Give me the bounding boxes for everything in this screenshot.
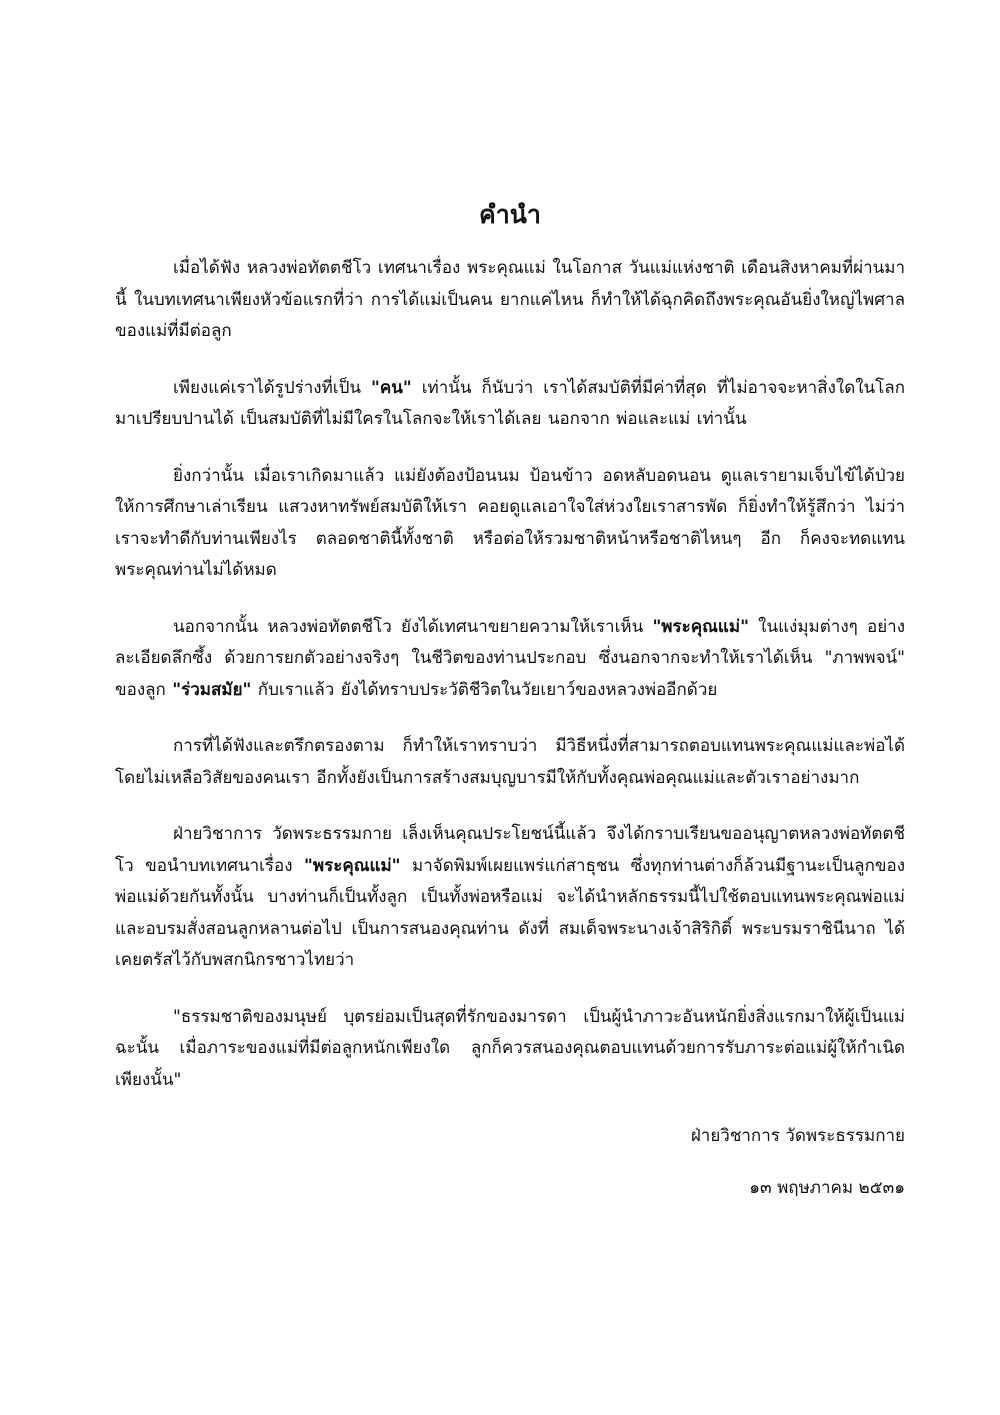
- paragraph-4: [115, 612, 905, 707]
- emphasis-khon: "คน": [371, 377, 412, 398]
- paragraph-2-text-c: เท่านั้น ก็นับว่า เราได้สมบัติที่มีค่าที่สุด ที่ไม่อาจจะหาสิ่งใดในโลกมาเปรียบปานได้ เป็นสมบัติที่ไม่มีใครในโลกจะให้เราได้เลย นอกจาก พ่อและแม่ เท่านั้น: [115, 377, 905, 429]
- paragraph-4-text-e: กับเราแล้ว ยังได้ทราบประวัติชีวิตในวัยเยาว์ของหลวงพ่ออีกด้วย: [251, 679, 718, 700]
- paragraph-5: [115, 731, 905, 794]
- emphasis-phrakhunmae: "พระคุณแม่": [652, 616, 749, 637]
- document-page: [115, 195, 905, 1204]
- paragraph-6-text-a: ฝ่ายวิชาการ วัดพระธรรมกาย เล็งเห็นคุณประโยชน์นี้แล้ว จึงได้กราบเรียนขออนุญาตหลวงพ่อทัตตชีโว ขอนำบทเทศนาเรื่อง: [115, 824, 905, 876]
- paragraph-4-text-c: ในแง่มุมต่างๆ อย่างละเอียดลึกซึ้ง ด้วยการยกตัวอย่างจริงๆ ในชีวิตของท่านประกอบ ซึ่งนอกจากจะทำให้เราได้เห็น "ภาพพจน์" ของลูก: [115, 616, 906, 700]
- paragraph-3: [115, 461, 905, 587]
- paragraph-2: [115, 373, 905, 436]
- paragraph-5-text: การที่ได้ฟังและตรึกตรองตาม ก็ทำให้เราทราบว่า มีวิธีหนึ่งที่สามารถตอบแทนพระคุณแม่และพ่อได้ โดยไม่เหลือวิสัยของคนเรา อีกทั้งยังเป็นการสร้างสมบุญบารมีให้กับทั้งคุณพ่อคุณแม่และตัวเราอย่างมาก: [115, 736, 905, 788]
- date: ๑๓ พฤษภาคม ๒๕๓๑: [749, 1177, 905, 1198]
- emphasis-ruamsamai: "ร่วมสมัย": [172, 679, 252, 700]
- emphasis-phrakhunmae-2: "พระคุณแม่": [304, 855, 401, 876]
- quote-text: "ธรรมชาติของมนุษย์ บุตรย่อมเป็นสุดที่รักของมารดา เป็นผู้นำภาวะอันหนักยิ่งสิ่งแรกมาให้ผู้เป็นแม่ ฉะนั้น เมื่อภาระของแม่ที่มีต่อลูกหนักเพียงใด ลูกก็ควรสนองคุณตอบแทนด้วยการรับภาระต่อแม่ผู้ให้กำเนิดเพียงนั้น": [115, 1006, 905, 1090]
- paragraph-4-text-a: นอกจากนั้น หลวงพ่อทัตตชีโว ยังได้เทศนาขยายความให้เราเห็น: [173, 616, 653, 637]
- paragraph-1: [115, 253, 905, 348]
- paragraph-3-text: ยิ่งกว่านั้น เมื่อเราเกิดมาแล้ว แม่ยังต้องป้อนนม ป้อนข้าว อดหลับอดนอน ดูแลเรายามเจ็บไข้ได้ป่วย ให้การศึกษาเล่าเรียน แสวงหาทรัพย์สมบัติให้เรา คอยดูแลเอาใจใส่ห่วงใยเราสารพัด ก็ยิ่งทำให้รู้สึกว่า ไม่ว่าเราจะทำดีกับท่านเพียงไร ตลอดชาตินี้ทั้งชาติ หรือต่อให้รวมชาติหน้าหรือชาติไหนๆ อีก ก็คงจะทดแทนพระคุณท่านไม่ได้หมด: [115, 465, 905, 580]
- paragraph-1-text: เมื่อได้ฟัง หลวงพ่อทัตตชีโว เทศนาเรื่อง พระคุณแม่ ในโอกาส วันแม่แห่งชาติ เดือนสิงหาคมที่ผ่านมานี้ ในบทเทศนาเพียงหัวข้อแรกที่ว่า การได้แม่เป็นคน ยากแค่ไหน ก็ทำให้ได้ฉุกคิดถึงพระคุณอันยิ่งใหญ่ไพศาลของแม่ที่มีต่อลูก: [115, 258, 905, 341]
- paragraph-2-text-a: เพียงแค่เราได้รูปร่างที่เป็น: [173, 377, 371, 398]
- quote-paragraph: [115, 1002, 905, 1097]
- signature: ฝ่ายวิชาการ วัดพระธรรมกาย: [690, 1126, 905, 1146]
- paragraph-6-text-c: มาจัดพิมพ์เผยแพร่แก่สาธุชน ซึ่งทุกท่านต่างก็ล้วนมีฐานะเป็นลูกของพ่อแม่ด้วยกันทั้งนั้น บางท่านก็เป็นทั้งลูก เป็นทั้งพ่อหรือแม่ จะได้นำหลักธรรมนี้ไปใช้ตอบแทนพระคุณพ่อแม่และอบรมสั่งสอนลูกหลานต่อไป เป็นการสนองคุณท่าน ดังที่ สมเด็จพระนางเจ้าสิริกิติ์ พระบรมราชินีนาถ ได้เคยตรัสไว้กับพสกนิกรชาวไทยว่า: [115, 855, 905, 970]
- page-title: คำนำ: [479, 200, 541, 229]
- paragraph-6: [115, 819, 905, 977]
